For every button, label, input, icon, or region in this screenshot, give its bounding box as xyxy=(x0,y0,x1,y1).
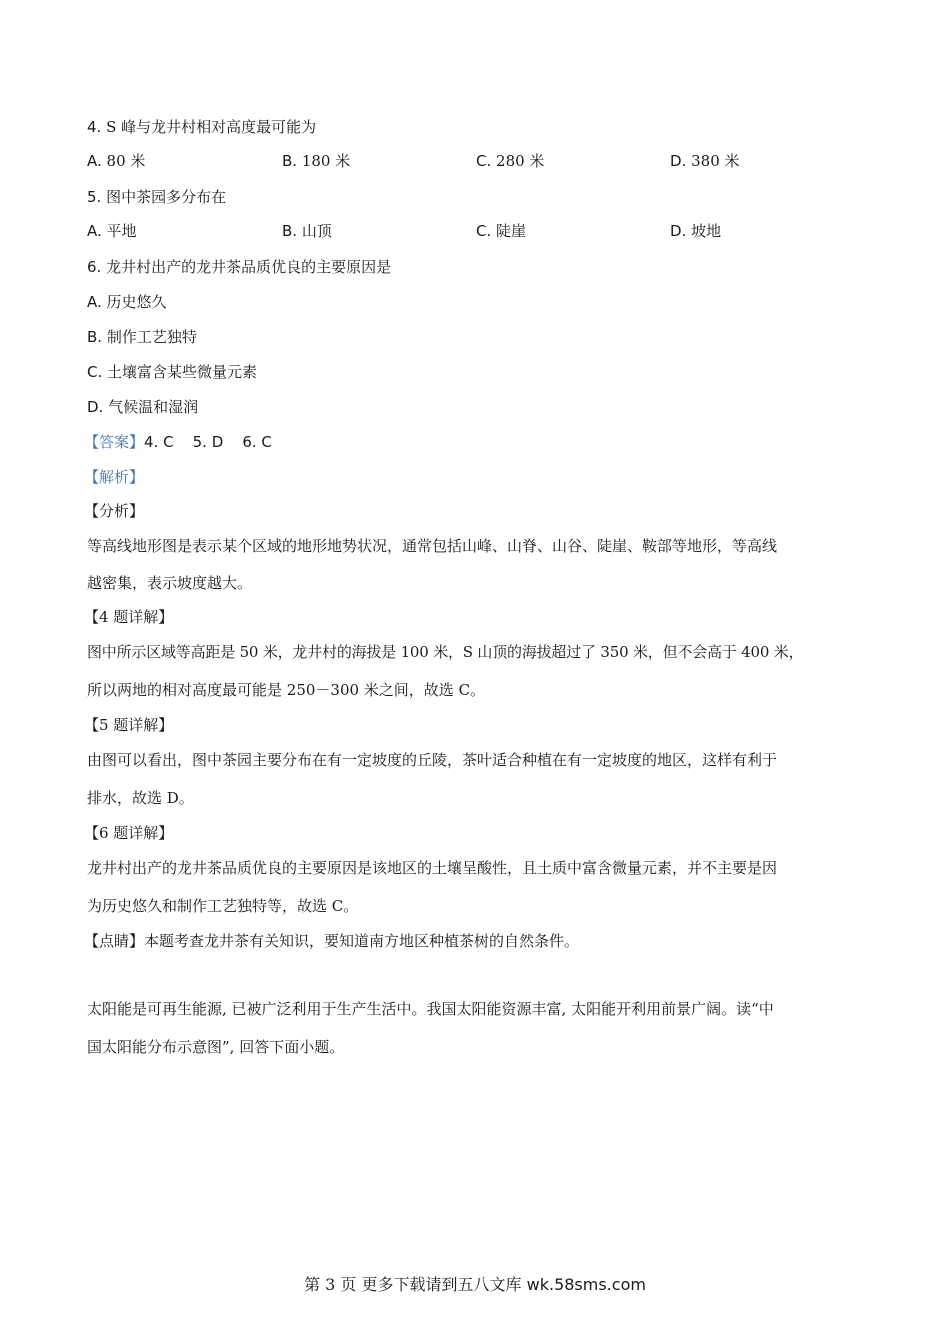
q4-option-d: D. 380 米 xyxy=(670,152,740,170)
detail-4-line-2: 所以两地的相对高度最可能是 250－300 米之间，故选 C。 xyxy=(87,681,486,699)
detail-4-label: 【4 题详解】 xyxy=(84,608,174,626)
fenxi-text-line-2: 越密集，表示坡度越大。 xyxy=(87,574,253,592)
page-number: 第 3 页 xyxy=(304,1275,357,1294)
q5-option-b: B. 山顶 xyxy=(282,222,332,240)
question-5-stem xyxy=(87,187,226,207)
detail-5-line-1: 由图可以看出，图中茶园主要分布在有一定坡度的丘陵，茶叶适合种植在有一定坡度的地区，这样有利于 xyxy=(87,751,778,769)
q5-option-d: D. 坡地 xyxy=(670,222,722,240)
detail-6-line-1: 龙井村出产的龙井茶品质优良的主要原因是该地区的土壤呈酸性，且土质中富含微量元素，并不主要是因 xyxy=(87,859,778,877)
intro-line-1: 太阳能是可再生能源, 已被广泛利用于生产生活中。我国太阳能资源丰富, 太阳能开利用前景广阔。读“中 xyxy=(87,1000,774,1018)
q4-option-c: C. 280 米 xyxy=(476,152,545,170)
detail-4-line-1: 图中所示区域等高距是 50 米，龙井村的海拔是 100 米，S 山顶的海拔超过了 350 米，但不会高于 400 米， xyxy=(87,643,804,661)
question-number: 4. xyxy=(87,118,102,136)
q6-option-d: D. 气候温和湿润 xyxy=(87,398,199,416)
detail-5-line-2: 排水，故选 D。 xyxy=(87,789,194,807)
q4-option-a: A. 80 米 xyxy=(87,152,146,170)
detail-6-line-2: 为历史悠久和制作工艺独特等，故选 C。 xyxy=(87,897,359,915)
question-number: 6. xyxy=(87,258,102,276)
intro-line-2: 国太阳能分布示意图”, 回答下面小题。 xyxy=(87,1038,345,1056)
detail-5-label: 【5 题详解】 xyxy=(84,716,174,734)
analysis-label: 【解析】 xyxy=(84,468,145,486)
fenxi-label: 【分析】 xyxy=(84,502,145,520)
footer-site-link[interactable]: wk.58sms.com xyxy=(526,1275,646,1294)
page-footer xyxy=(0,1275,950,1295)
dianjing-note: 【点睛】本题考查龙井茶有关知识，要知道南方地区种植茶树的自然条件。 xyxy=(84,932,580,950)
question-text: 图中茶园多分布在 xyxy=(106,188,227,206)
question-text: 龙井村出产的龙井茶品质优良的主要原因是 xyxy=(106,258,392,276)
q5-option-a: A. 平地 xyxy=(87,222,137,240)
question-6-stem xyxy=(87,257,391,277)
footer-text: 更多下载请到五八文库 xyxy=(361,1275,522,1294)
answer-line xyxy=(84,432,272,452)
fenxi-text-line-1: 等高线地形图是表示某个区域的地形地势状况，通常包括山峰、山脊、山谷、陡崖、鞍部等地形，等高线 xyxy=(87,537,778,555)
detail-6-label: 【6 题详解】 xyxy=(84,824,174,842)
question-text: S 峰与龙井村相对高度最可能为 xyxy=(106,118,317,136)
q6-option-c: C. 土壤富含某些微量元素 xyxy=(87,363,258,381)
q4-option-b: B. 180 米 xyxy=(282,152,351,170)
q6-option-a: A. 历史悠久 xyxy=(87,293,167,311)
question-4-stem xyxy=(87,117,316,137)
answer-value: 4. C 5. D 6. C xyxy=(144,433,272,451)
question-number: 5. xyxy=(87,188,102,206)
q5-option-c: C. 陡崖 xyxy=(476,222,527,240)
q6-option-b: B. 制作工艺独特 xyxy=(87,328,197,346)
answer-label: 【答案】 xyxy=(84,433,145,451)
